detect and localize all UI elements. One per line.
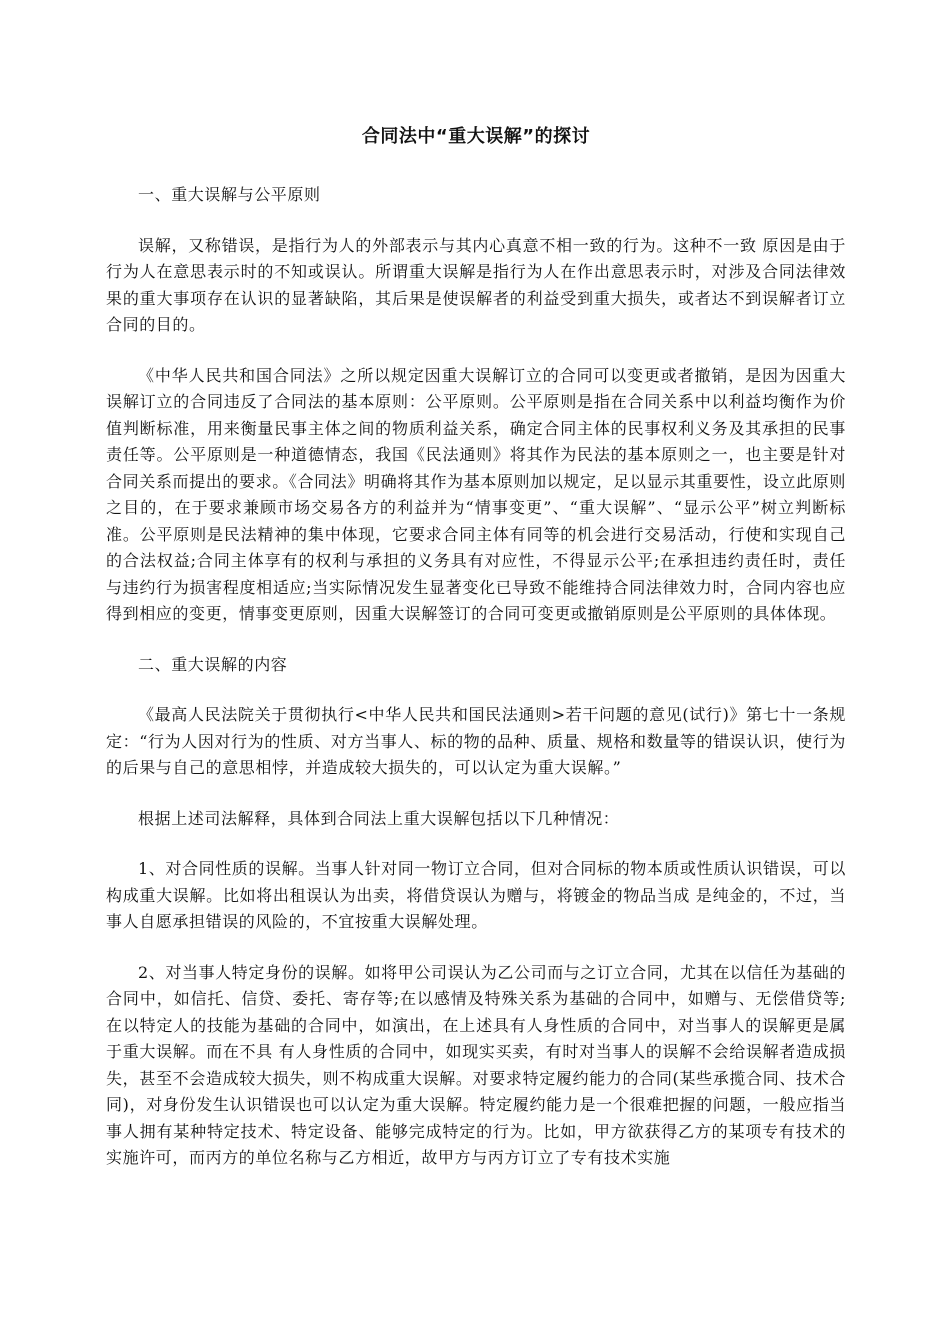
paragraph: 《最高人民法院关于贯彻执行<中华人民共和国民法通则>若干问题的意见(试行)》第七十一条规定：“行为人因对行为的性质、对方当事人、标的物的品种、质量、规格和数量等的错误认识，使行为的后果与自己的意思相悖，并造成较大损失的，可以认定为重大误解。” bbox=[106, 705, 846, 777]
section-heading-2: 二、重大误解的内容 bbox=[138, 654, 288, 674]
paragraph: 2、对当事人特定身份的误解。如将甲公司误认为乙公司而与之订立合同，尤其在以信任为基础的合同中，如信托、信贷、委托、寄存等;在以感情及特殊关系为基础的合同中，如赠与、无偿借贷等;在以特定人的技能为基础的合同中，如演出，在上述具有人身性质的合同中，对当事人的误解更是属于重大误解。而在不具 有人身性质的合同中，如现实买卖，有时对当事人的误解不会给误解者造成损失，甚至不会造成较大损失，则不构成重大误解。对要求特定履约能力的合同(某些承揽合同、技术合同)，对身份发生认识错误也可以认定为重大误解。特定履约能力是一个很难把握的问题，一般应指当事人拥有某种特定技术、特定设备、能够完成特定的行为。比如，甲方欲获得乙方的某项专有技术的实施许可，而丙方的单位名称与乙方相近，故甲方与丙方订立了专有技术实施 bbox=[106, 962, 846, 1167]
paragraph: 1、对合同性质的误解。当事人针对同一物订立合同，但对合同标的物本质或性质认识错误，可以构成重大误解。比如将出租误认为出卖，将借贷误认为赠与，将镀金的物品当成 是纯金的，不过，当事人自愿承担错误的风险的，不宜按重大误解处理。 bbox=[106, 859, 846, 931]
section-heading-1: 一、重大误解与公平原则 bbox=[138, 185, 321, 204]
paragraph: 误解，又称错误，是指行为人的外部表示与其内心真意不相一致的行为。这种不一致 原因是由于行为人在意思表示时的不知或误认。所谓重大误解是指行为人在作出意思表示时，对涉及合同法律效果的重大事项存在认识的显著缺陷，其后果是使误解者的利益受到重大损失，或者达不到误解者订立合同的目的。 bbox=[106, 235, 846, 334]
paragraph: 《中华人民共和国合同法》之所以规定因重大误解订立的合同可以变更或者撤销，是因为因重大误解订立的合同违反了合同法的基本原则：公平原则。公平原则是指在合同关系中以利益均衡作为价值判断标准，用来衡量民事主体之间的物质利益关系，确定合同主体的民事权利义务及其承担的民事责任等。公平原则是一种道德情态，我国《民法通则》将其作为民法的基本原则之一，也主要是针对合同关系而提出的要求。《合同法》明确将其作为基本原则加以规定，足以显示其重要性，设立此原则之目的，在于要求兼顾市场交易各方的利益并为“情事变更”、“重大误解”、“显示公平”树立判断标准。公平原则是民法精神的集中体现，它要求合同主体有同等的机会进行交易活动，行使和实现自己的合法权益;合同主体享有的权利与承担的义务具有对应性，不得显示公平;在承担违约责任时，责任与违约行为损害程度相适应;当实际情况发生显著变化已导致不能维持合同法律效力时，合同内容也应得到相应的变更，情事变更原则，因重大误解签订的合同可变更或撤销原则是公平原则的具体体现。 bbox=[106, 365, 846, 623]
document-page bbox=[106, 124, 846, 1196]
paragraph: 根据上述司法解释，具体到合同法上重大误解包括以下几种情况： bbox=[138, 808, 620, 828]
document-title: 合同法中“重大误解”的探讨 bbox=[361, 126, 591, 147]
